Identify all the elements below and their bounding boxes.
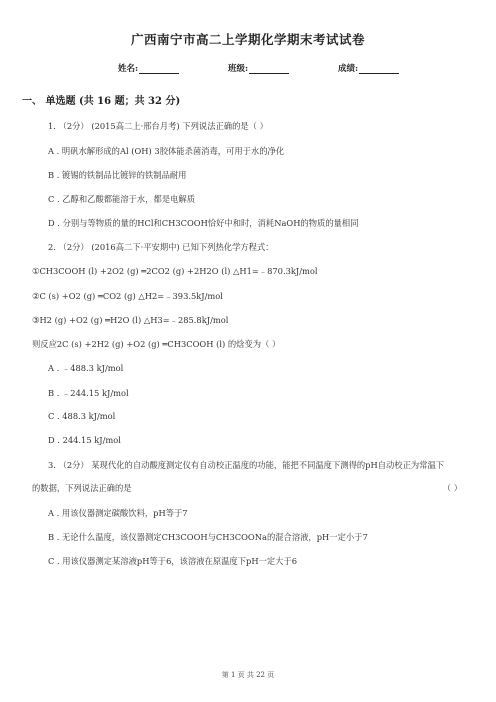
score-blank (359, 64, 399, 74)
page-footer: 第 1 页 共 22 页 (221, 671, 275, 679)
name-blank (139, 64, 179, 74)
question-1-option-d: D . 分别与等物质的量的HCl和CH3COOH恰好中和时，消耗NaOH的物质的量相同 (48, 218, 359, 228)
question-1-option-b: B . 镀锡的铁制品比镀锌的铁制品耐用 (48, 170, 187, 180)
question-3-option-c: C . 用该仪器测定某溶液pH等于6，该溶液在原温度下pH一定大于6 (48, 556, 298, 566)
class-blank (249, 64, 289, 74)
section-heading: 一、 单选题 (共 16 题；共 32 分) (22, 96, 181, 107)
question-2-option-b: B . ﹣244.15 kJ/mol (48, 388, 129, 398)
question-2-option-c: C . 488.3 kJ/mol (48, 411, 116, 421)
question-2-equation-3: ③H2 (g) +O2 (g) ═H2O (l) △H3=﹣285.8kJ/mol (32, 315, 229, 325)
student-info-row (0, 62, 496, 76)
question-2-stem: 2. （2分） (2016高二下·平安期中) 已知下列热化学方程式： (48, 242, 274, 252)
class-label: 班级: (228, 64, 249, 74)
question-2-option-a: A . ﹣488.3 kJ/mol (48, 363, 124, 373)
name-field (118, 62, 179, 74)
score-field (338, 62, 399, 74)
question-2-option-d: D . 244.15 kJ/mol (48, 435, 121, 445)
question-2-ask: 则反应2C (s) +2H2 (g) +O2 (g) ═CH3COOH (l) 的焓变为（ ） (32, 339, 281, 349)
page-title: 广西南宁市高二上学期化学期末考试试卷 (130, 32, 365, 47)
question-2-equation-2: ②C (s) +O2 (g) ═CO2 (g) △H2=﹣393.5kJ/mol (32, 291, 223, 301)
question-3-option-b: B . 无论什么温度，该仪器测定CH3COOH与CH3COONa的混合溶液，pH一定小于7 (48, 532, 368, 542)
question-2-equation-1: ①CH3COOH (l) +2O2 (g) ═2CO2 (g) +2H2O (l) △H1=﹣870.3kJ/mol (32, 266, 318, 276)
question-1-option-c: C . 乙醇和乙酸都能溶于水，都是电解质 (48, 194, 196, 204)
class-field (228, 62, 289, 74)
question-3-stem-line-2: 的数据，下列说法正确的是 (32, 483, 132, 493)
question-3-stem-line-1: 3. （2分） 某现代化的自动酸度测定仪有自动校正温度的功能，能把不同温度下测得的pH自动校正为常温下 (48, 460, 445, 470)
question-3-option-a: A . 用该仪器测定碳酸饮料，pH等于7 (48, 508, 188, 518)
score-label: 成绩: (338, 64, 359, 74)
question-1-option-a: A . 明矾水解形成的Al (OH) 3胶体能杀菌消毒，可用于水的净化 (48, 146, 285, 156)
question-3-answer-paren: （ ） (442, 483, 462, 493)
name-label: 姓名: (118, 64, 139, 74)
question-1-stem: 1. （2分） (2015高二上·邢台月考) 下列说法正确的是（ ） (48, 121, 268, 131)
